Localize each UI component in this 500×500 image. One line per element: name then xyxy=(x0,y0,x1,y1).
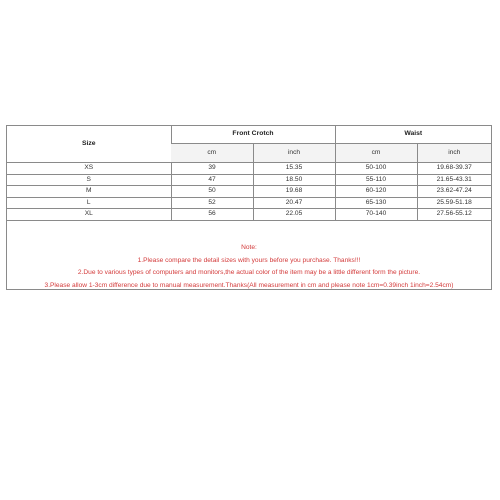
table-row xyxy=(7,197,491,209)
size-cell: XL xyxy=(7,209,171,221)
waist-inch-cell: 21.65-43.31 xyxy=(417,174,491,186)
note-title: Note: xyxy=(241,244,257,251)
table-header-row xyxy=(7,126,491,144)
crotch-inch-cell: 20.47 xyxy=(253,197,335,209)
front-crotch-inch-header: inch xyxy=(253,144,335,163)
size-chart-table xyxy=(7,126,491,221)
crotch-inch-cell: 15.35 xyxy=(253,163,335,175)
crotch-inch-cell: 22.05 xyxy=(253,209,335,221)
waist-cm-header: cm xyxy=(335,144,417,163)
waist-cm-cell: 70-140 xyxy=(335,209,417,221)
waist-inch-cell: 27.56-55.12 xyxy=(417,209,491,221)
table-row xyxy=(7,186,491,198)
waist-inch-cell: 25.59-51.18 xyxy=(417,197,491,209)
size-chart-sheet xyxy=(6,125,492,290)
crotch-cm-cell: 50 xyxy=(171,186,253,198)
crotch-cm-cell: 47 xyxy=(171,174,253,186)
waist-cm-cell: 60-120 xyxy=(335,186,417,198)
note-line: 1.Please compare the detail sizes with yours before you purchase. Thanks!!! xyxy=(137,256,361,264)
note-line: 3.Please allow 1-3cm difference due to manual measurement.Thanks(All measurement in cm and please note 1cm=0.39inch 1inch=2.54cm) xyxy=(44,281,454,289)
waist-inch-cell: 19.68-39.37 xyxy=(417,163,491,175)
crotch-cm-cell: 52 xyxy=(171,197,253,209)
crotch-inch-cell: 18.50 xyxy=(253,174,335,186)
notes-section xyxy=(7,242,491,292)
waist-inch-header: inch xyxy=(417,144,491,163)
front-crotch-header: Front Crotch xyxy=(171,126,335,144)
size-cell: M xyxy=(7,186,171,198)
waist-inch-cell: 23.62-47.24 xyxy=(417,186,491,198)
front-crotch-cm-header: cm xyxy=(171,144,253,163)
waist-cm-cell: 55-110 xyxy=(335,174,417,186)
table-row xyxy=(7,209,491,221)
crotch-inch-cell: 19.68 xyxy=(253,186,335,198)
note-line: 2.Due to various types of computers and monitors,the actual color of the item may be a little different form the picture. xyxy=(77,269,421,276)
size-column-header: Size xyxy=(7,126,171,163)
size-cell: XS xyxy=(7,163,171,175)
crotch-cm-cell: 56 xyxy=(171,209,253,221)
size-cell: L xyxy=(7,197,171,209)
table-row xyxy=(7,163,491,175)
waist-cm-cell: 65-130 xyxy=(335,197,417,209)
waist-header: Waist xyxy=(335,126,491,144)
table-row xyxy=(7,174,491,186)
crotch-cm-cell: 39 xyxy=(171,163,253,175)
waist-cm-cell: 50-100 xyxy=(335,163,417,175)
size-cell: S xyxy=(7,174,171,186)
